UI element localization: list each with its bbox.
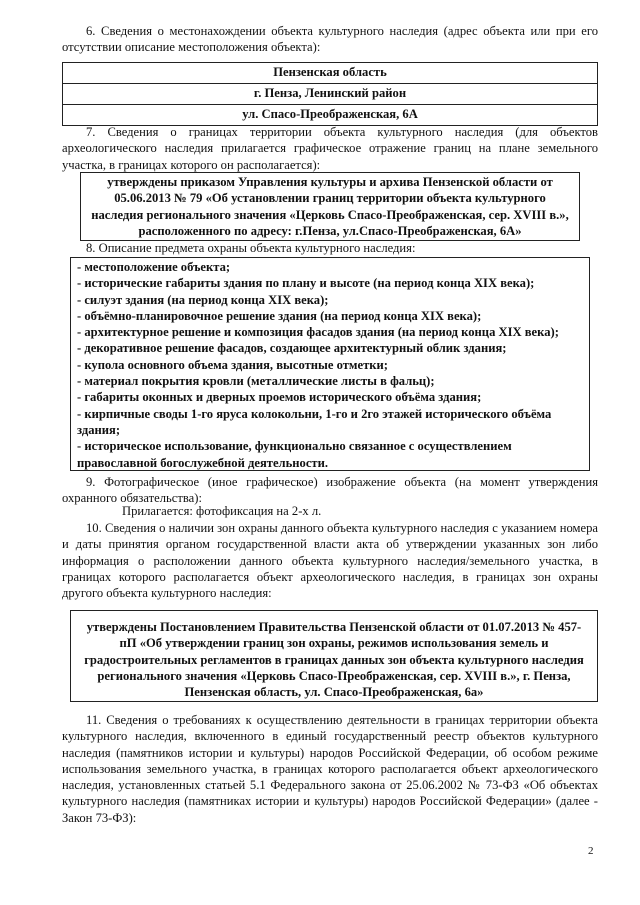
subject-item: - местоположение объекта; bbox=[77, 260, 231, 274]
section-9-text: 9. Фотографическое (иное графическое) изображение объекта (на момент утверждения охранного обязательства): bbox=[62, 475, 598, 506]
subject-item: - купола основного объема здания, высотные отметки; bbox=[77, 357, 388, 372]
section-10-text: 10. Сведения о наличии зон охраны данного объекта культурного наследия с указанием номера и даты принятия органом государственной власти акта об утверждении указанных зон либо информация о расположении данного объекта культурного наследия/земельного участка, в границах которого располагается объект археологического наследия, в границах зон охраны другого объекта культурного наследия: bbox=[62, 521, 598, 601]
territory-order-box: утверждены приказом Управления культуры и архива Пензенской области от 05.06.2013 № 79 «Об установлении границ территории объекта культурного наследия регионального значения «Церковь Спасо-Преображенская, сер. XVIII в.», расположенного по адресу: г.Пенза, ул.Спасо-Преображенская, 6А» bbox=[80, 172, 580, 241]
section-6-text: 6. Сведения о местонахождении объекта культурного наследия (адрес объекта или при его отсутствии описание местоположения объекта): bbox=[62, 24, 598, 55]
section-8-text: 8. Описание предмета охраны объекта культурного наследия: bbox=[86, 241, 416, 255]
subject-item: - исторические габариты здания по плану и высоте (на период конца XIX века); bbox=[77, 276, 535, 291]
subject-item: - декоративное решение фасадов, создающее архитектурный облик здания; bbox=[77, 341, 507, 356]
section-11-text: 11. Сведения о требованиях к осуществлению деятельности в границах территории объекта культурного наследия, включенного в единый государственный реестр объектов культурного наследия (памятников истории и культуры) народов Российской Федерации, об особом режиме использования земельного участка, в границах которого располагается объект археологического наследия, установленных статьей 5.1 Федерального закона от 25.06.2002 № 73-ФЗ «Об объектах культурного наследия (памятниках истории и культуры) народов Российской Федерации» (далее - Закон 73-ФЗ): bbox=[62, 713, 598, 825]
page-number: 2 bbox=[588, 845, 594, 857]
subject-item: - архитектурное решение и композиция фасадов здания (на период конца XIX века); bbox=[77, 325, 559, 340]
section-7-text: 7. Сведения о границах территории объекта культурного наследия (для объектов археологического наследия прилагается графическое отражение границ на плане земельного участка, в границах которого он располагается): bbox=[62, 125, 598, 172]
address-region: Пензенская область bbox=[63, 63, 597, 84]
address-box bbox=[62, 62, 598, 126]
photo-attached-note: Прилагается: фотофиксация на 2-х л. bbox=[122, 504, 322, 518]
zones-resolution-box: утверждены Постановлением Правительства Пензенской области от 01.07.2013 № 457-пП «Об утверждении границ зон охраны, режимов использования земель и градостроительных регламентов в границах данных зон объекта культурного наследия регионального значения «Церковь Спасо-Преображенская, сер. XVIII в.», г. Пенза, Пензенская область, ул. Спасо-Преображенская, 6а» bbox=[70, 610, 598, 702]
address-city: г. Пенза, Ленинский район bbox=[63, 84, 597, 105]
subject-item: - кирпичные своды 1-го яруса колокольни, 1-го и 2го этажей исторического объёма здания; bbox=[77, 406, 552, 437]
address-street: ул. Спасо-Преображенская, 6А bbox=[242, 107, 418, 121]
subject-item: - объёмно-планировочное решение здания (на период конца XIX века); bbox=[77, 308, 482, 323]
subject-item: - материал покрытия кровли (металлические листы в фальц); bbox=[77, 374, 435, 389]
subject-item: - силуэт здания (на период конца XIX века); bbox=[77, 292, 329, 307]
subject-item: - габариты оконных и дверных проемов исторического объёма здания; bbox=[77, 390, 482, 405]
subject-item: - историческое использование, функционально связанное с осуществлением православной богослужебной деятельности. bbox=[77, 439, 512, 470]
protection-subject-box bbox=[70, 257, 590, 471]
